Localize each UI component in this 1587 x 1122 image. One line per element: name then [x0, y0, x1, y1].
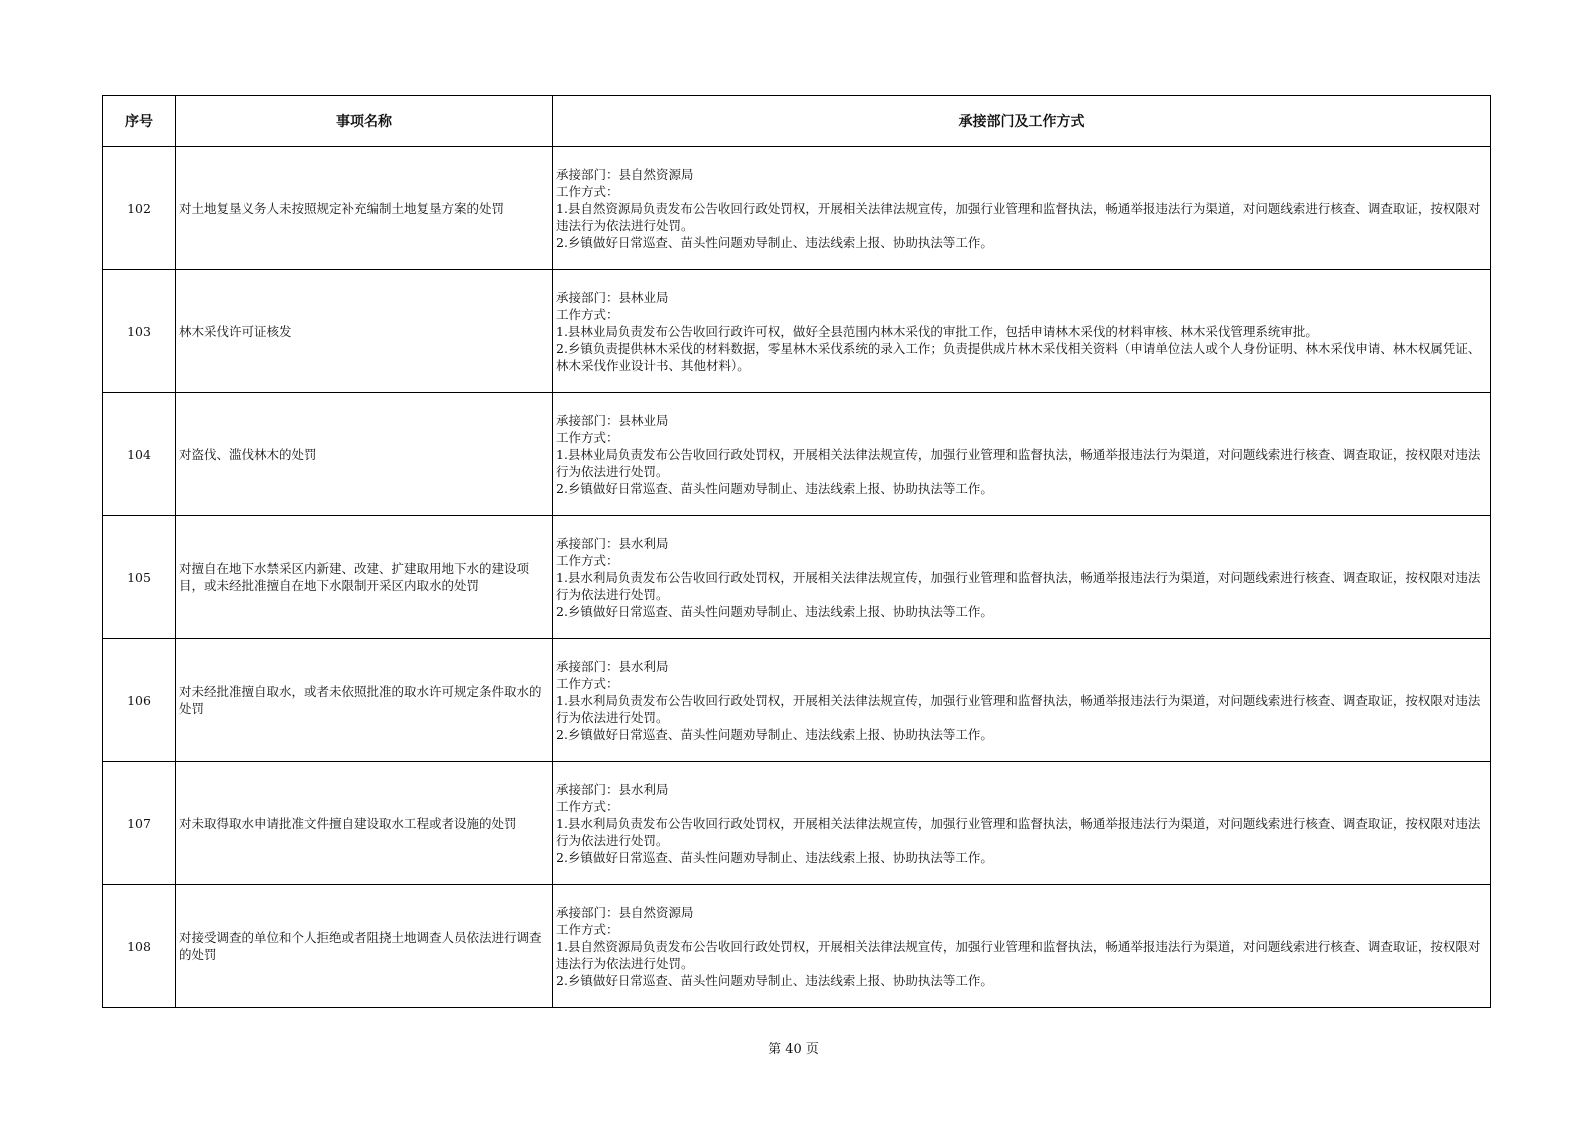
- dept-line: 2.乡镇做好日常巡查、苗头性问题劝导制止、违法线索上报、协助执法等工作。: [556, 603, 993, 619]
- dept-line: 承接部门：县林业局: [556, 412, 669, 428]
- item-name: 林木采伐许可证核发: [176, 270, 553, 393]
- table-row: [103, 393, 1491, 516]
- dept-line: 1.县林业局负责发布公告收回行政许可权，做好全县范围内林木采伐的审批工作，包括申请林木采伐的材料审核、林木采伐管理系统审批。: [556, 323, 1318, 339]
- table-row: [103, 885, 1491, 1008]
- dept-line: 工作方式：: [556, 429, 619, 445]
- dept-and-method: [553, 393, 1491, 516]
- table-row: [103, 639, 1491, 762]
- row-number: 102: [103, 147, 176, 270]
- dept-line: 承接部门：县自然资源局: [556, 904, 694, 920]
- dept-and-method: [553, 270, 1491, 393]
- row-number: 106: [103, 639, 176, 762]
- row-number: 107: [103, 762, 176, 885]
- dept-line: 1.县水利局负责发布公告收回行政处罚权，开展相关法律法规宣传，加强行业管理和监督执法，畅通举报违法行为渠道，对问题线索进行核查、调查取证，按权限对违法行为依法进行处罚。: [556, 815, 1481, 848]
- item-name: 对未经批准擅自取水，或者未依照批准的取水许可规定条件取水的处罚: [176, 639, 553, 762]
- table-row: [103, 270, 1491, 393]
- dept-line: 2.乡镇负责提供林木采伐的材料数据，零星林木采伐系统的录入工作；负责提供成片林木采伐相关资料（申请单位法人或个人身份证明、林木采伐申请、林木权属凭证、林木采伐作业设计书、其他材料）。: [556, 340, 1481, 373]
- table-row: [103, 147, 1491, 270]
- dept-line: 工作方式：: [556, 921, 619, 937]
- dept-line: 1.县水利局负责发布公告收回行政处罚权，开展相关法律法规宣传，加强行业管理和监督执法，畅通举报违法行为渠道，对问题线索进行核查、调查取证，按权限对违法行为依法进行处罚。: [556, 692, 1481, 725]
- header-row: [103, 96, 1491, 147]
- header-dept: 承接部门及工作方式: [553, 96, 1491, 147]
- dept-line: 1.县自然资源局负责发布公告收回行政处罚权，开展相关法律法规宣传，加强行业管理和监督执法，畅通举报违法行为渠道，对问题线索进行核查、调查取证，按权限对违法行为依法进行处罚。: [556, 938, 1481, 971]
- dept-line: 2.乡镇做好日常巡查、苗头性问题劝导制止、违法线索上报、协助执法等工作。: [556, 849, 993, 865]
- row-number: 104: [103, 393, 176, 516]
- header-no: 序号: [103, 96, 176, 147]
- item-name: 对未取得取水申请批准文件擅自建设取水工程或者设施的处罚: [176, 762, 553, 885]
- dept-line: 工作方式：: [556, 675, 619, 691]
- dept-line: 工作方式：: [556, 306, 619, 322]
- dept-line: 承接部门：县林业局: [556, 289, 669, 305]
- header-name: 事项名称: [176, 96, 553, 147]
- row-number: 103: [103, 270, 176, 393]
- dept-and-method: [553, 147, 1491, 270]
- dept-line: 1.县水利局负责发布公告收回行政处罚权，开展相关法律法规宣传，加强行业管理和监督执法，畅通举报违法行为渠道，对问题线索进行核查、调查取证，按权限对违法行为依法进行处罚。: [556, 569, 1481, 602]
- dept-and-method: [553, 639, 1491, 762]
- items-table: [102, 95, 1491, 1008]
- page-number: 第 40 页: [768, 1042, 819, 1057]
- dept-and-method: [553, 762, 1491, 885]
- dept-line: 1.县林业局负责发布公告收回行政处罚权，开展相关法律法规宣传，加强行业管理和监督执法，畅通举报违法行为渠道，对问题线索进行核查、调查取证，按权限对违法行为依法进行处罚。: [556, 446, 1481, 479]
- dept-line: 工作方式：: [556, 798, 619, 814]
- dept-line: 2.乡镇做好日常巡查、苗头性问题劝导制止、违法线索上报、协助执法等工作。: [556, 726, 993, 742]
- dept-line: 承接部门：县水利局: [556, 781, 669, 797]
- dept-and-method: [553, 516, 1491, 639]
- table-row: [103, 762, 1491, 885]
- item-name: 对土地复垦义务人未按照规定补充编制土地复垦方案的处罚: [176, 147, 553, 270]
- row-number: 105: [103, 516, 176, 639]
- dept-line: 1.县自然资源局负责发布公告收回行政处罚权，开展相关法律法规宣传，加强行业管理和监督执法，畅通举报违法行为渠道，对问题线索进行核查、调查取证，按权限对违法行为依法进行处罚。: [556, 200, 1481, 233]
- dept-line: 承接部门：县水利局: [556, 658, 669, 674]
- dept-line: 工作方式：: [556, 183, 619, 199]
- dept-line: 承接部门：县水利局: [556, 535, 669, 551]
- item-name: 对接受调查的单位和个人拒绝或者阻挠土地调查人员依法进行调查的处罚: [176, 885, 553, 1008]
- item-name: 对盗伐、滥伐林木的处罚: [176, 393, 553, 516]
- dept-line: 2.乡镇做好日常巡查、苗头性问题劝导制止、违法线索上报、协助执法等工作。: [556, 480, 993, 496]
- dept-line: 2.乡镇做好日常巡查、苗头性问题劝导制止、违法线索上报、协助执法等工作。: [556, 234, 993, 250]
- dept-line: 承接部门：县自然资源局: [556, 166, 694, 182]
- dept-line: 工作方式：: [556, 552, 619, 568]
- row-number: 108: [103, 885, 176, 1008]
- item-name: 对擅自在地下水禁采区内新建、改建、扩建取用地下水的建设项目，或未经批准擅自在地下水限制开采区内取水的处罚: [176, 516, 553, 639]
- dept-line: 2.乡镇做好日常巡查、苗头性问题劝导制止、违法线索上报、协助执法等工作。: [556, 972, 993, 988]
- table-row: [103, 516, 1491, 639]
- dept-and-method: [553, 885, 1491, 1008]
